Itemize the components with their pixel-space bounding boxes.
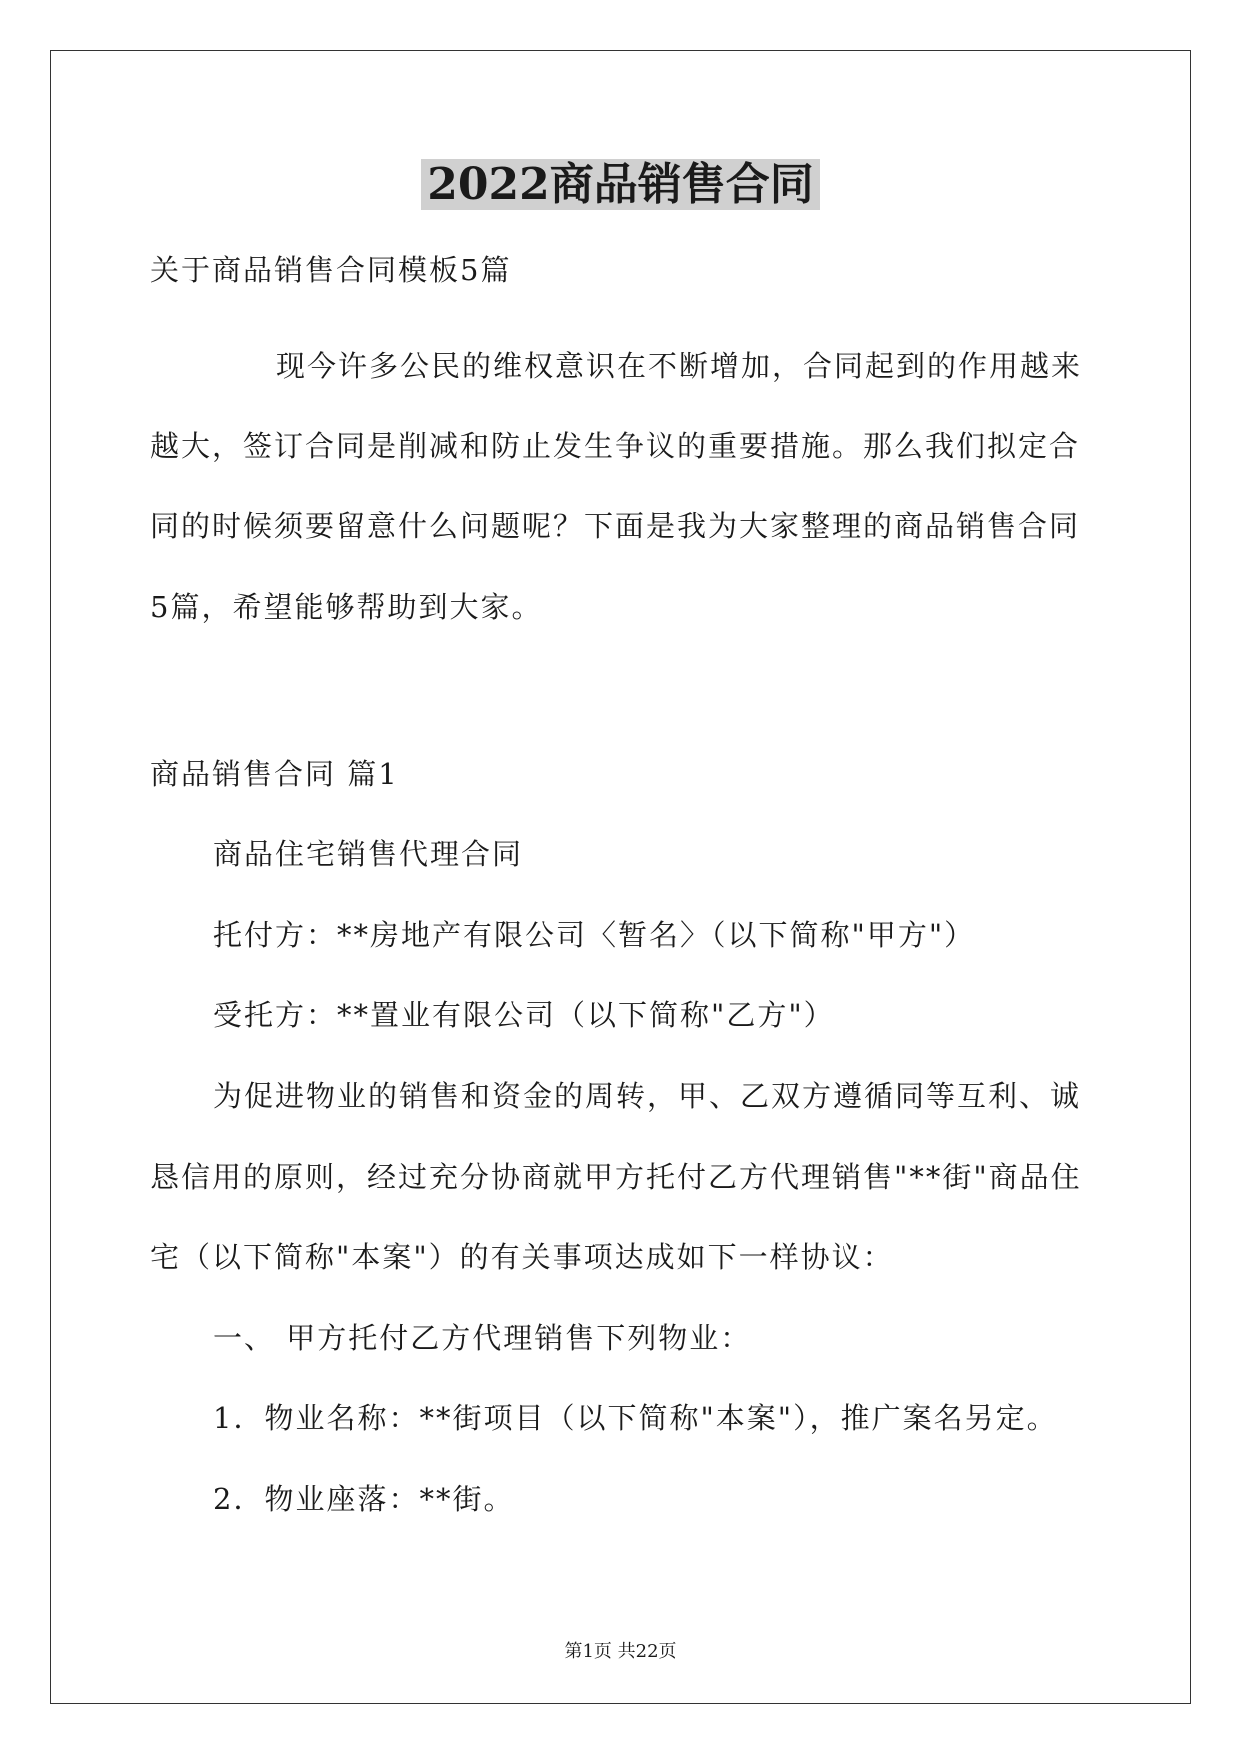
agent-party-line: 受托方：**置业有限公司（以下简称"乙方"） [213,998,835,1032]
clause-item-1: 1．物业名称：**街项目（以下简称"本案"），推广案名另定。 [213,1401,1058,1435]
intro-paragraph-line-1: 现今许多公民的维权意识在不断增加，合同起到的作用越来 [276,349,1083,383]
principal-party-line: 托付方：**房地产有限公司〈暂名〉（以下简称"甲方"） [213,918,976,952]
subtitle-line: 关于商品销售合同模板5篇 [150,253,512,287]
body-paragraph-line-1: 为促进物业的销售和资金的周转，甲、乙双方遵循同等互利、诚 [213,1079,1082,1113]
intro-paragraph-line-4: 5篇，希望能够帮助到大家。 [150,590,543,624]
contract-name: 商品住宅销售代理合同 [213,837,524,871]
page-border [50,50,1191,1704]
clause-one-heading: 一、 甲方托付乙方代理销售下列物业： [213,1321,752,1355]
intro-paragraph-line-2: 越大，签订合同是削减和防止发生争议的重要措施。那么我们拟定合 [150,429,1081,463]
page-number-footer: 第1页 共22页 [564,1641,677,1662]
section-heading: 商品销售合同 篇1 [150,757,399,791]
clause-item-2: 2．物业座落：**街。 [213,1482,515,1516]
document-title-text: 2022商品销售合同 [421,159,819,210]
body-paragraph-line-3: 宅（以下简称"本案"）的有关事项达成如下一样协议： [150,1240,894,1274]
body-paragraph-line-2: 恳信用的原则，经过充分协商就甲方托付乙方代理销售"**街"商品住 [150,1160,1082,1194]
document-title [0,156,1241,214]
intro-paragraph-line-3: 同的时候须要留意什么问题呢？下面是我为大家整理的商品销售合同 [150,509,1081,543]
